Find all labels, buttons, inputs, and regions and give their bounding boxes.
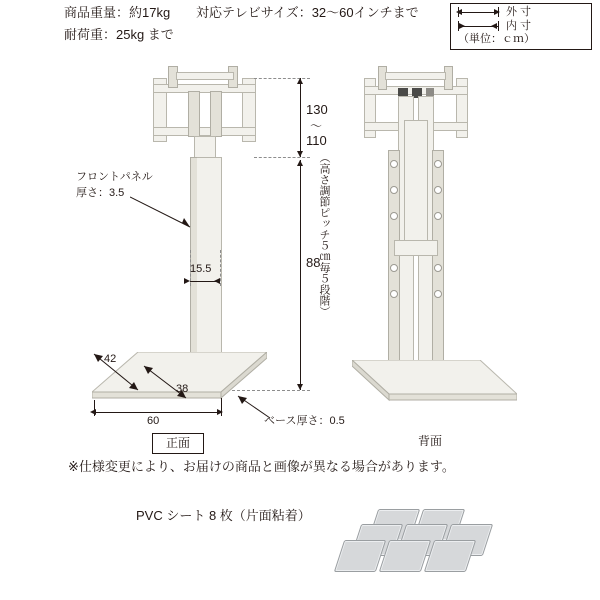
- legend-outer-line: [458, 12, 498, 13]
- pvc-title: PVC シート 8 枚（片面粘着）: [136, 508, 311, 523]
- height-range-tilde: ～: [310, 119, 323, 133]
- legend-inner-arrow-right: [459, 23, 465, 29]
- height-88-arrow-down: [297, 384, 303, 390]
- height-130-value: 130: [306, 102, 328, 117]
- base-width-arrow-right: [217, 409, 223, 415]
- legend-outer-arrow-right: [494, 9, 500, 15]
- hole-r-3: [434, 212, 442, 220]
- legend-inner-tick-left: [458, 21, 459, 31]
- legend-outer-label: 外 寸: [506, 6, 532, 18]
- height-top-arrow-up: [297, 78, 303, 84]
- hole-l-5: [390, 290, 398, 298]
- front-panel-leader-line: [130, 195, 200, 235]
- panel-width-value: 15.5: [190, 263, 212, 275]
- product-weight-text: 商品重量：約17kg: [64, 5, 171, 20]
- load-capacity-text: 耐荷重：25kg まで: [64, 27, 174, 42]
- legend-outer-tick-right: [498, 7, 499, 17]
- front-panel-label-line1: フロントパネル: [76, 171, 153, 183]
- base-width-value: 60: [147, 415, 160, 427]
- height-ext-bottom: [232, 390, 310, 391]
- pvc-sheet-6: [334, 540, 386, 572]
- back-center-bar: [404, 120, 428, 252]
- legend-inner-label: 内 寸: [506, 20, 532, 32]
- spec-change-notice: ※仕様変更により、お届けの商品と画像が異なる場合があります。: [68, 459, 455, 474]
- height-88-value: 88: [306, 255, 321, 270]
- legend-outer-arrow-left: [456, 9, 462, 15]
- base-depth-38-value: 38: [176, 383, 189, 395]
- hole-l-1: [390, 160, 398, 168]
- back-mount-hook-bar: [385, 72, 446, 80]
- height-adjust-note: （高さ調節ピッチ５㎝毎５段階）: [318, 152, 330, 317]
- height-88-arrow-up: [297, 160, 303, 166]
- hole-r-4: [434, 264, 442, 272]
- base-width-line: [94, 412, 221, 413]
- front-mount-plate-right: [210, 91, 222, 137]
- base-thickness-label: ベース厚さ：0.5: [264, 415, 345, 427]
- front-view-caption: 正面: [152, 433, 204, 454]
- pvc-sheet-7: [379, 540, 431, 572]
- legend-outer-tick-left: [458, 7, 459, 17]
- height-top-dim-line: [300, 78, 301, 157]
- pvc-sheet-8: [424, 540, 476, 572]
- legend-inner-tick-right: [498, 21, 499, 31]
- hole-l-3: [390, 212, 398, 220]
- hole-r-2: [434, 186, 442, 194]
- panel-width-arrow-right: [214, 278, 220, 284]
- hole-l-2: [390, 186, 398, 194]
- height-110-value: 110: [306, 133, 327, 148]
- front-mount-hook-bar: [176, 72, 234, 80]
- back-view-caption: 背面: [418, 434, 443, 448]
- tv-size-text: 対応テレビサイズ：32～60インチまで: [196, 5, 419, 20]
- hole-r-5: [434, 290, 442, 298]
- base-width-tick-left: [94, 400, 95, 416]
- hole-l-4: [390, 264, 398, 272]
- back-base-shape: [352, 360, 517, 410]
- panel-width-arrow-left: [184, 278, 190, 284]
- base-width-tick-right: [221, 398, 222, 416]
- front-mount-crossbar-bottom: [153, 127, 256, 136]
- front-panel-label-line2: 厚さ：3.5: [76, 187, 125, 199]
- hole-r-1: [434, 160, 442, 168]
- legend-unit-label: （単位：ｃｍ）: [458, 33, 535, 45]
- height-top-arrow-down: [297, 151, 303, 157]
- front-mount-plate-left: [188, 91, 200, 137]
- back-clamp: [394, 240, 438, 256]
- height-88-dim-line: [300, 160, 301, 390]
- height-ext-mid: [254, 157, 310, 158]
- base-depth-42-value: 42: [104, 353, 117, 365]
- legend-inner-arrow-left: [491, 23, 497, 29]
- base-width-arrow-left: [90, 409, 96, 415]
- panel-width-ext-right: [220, 250, 221, 286]
